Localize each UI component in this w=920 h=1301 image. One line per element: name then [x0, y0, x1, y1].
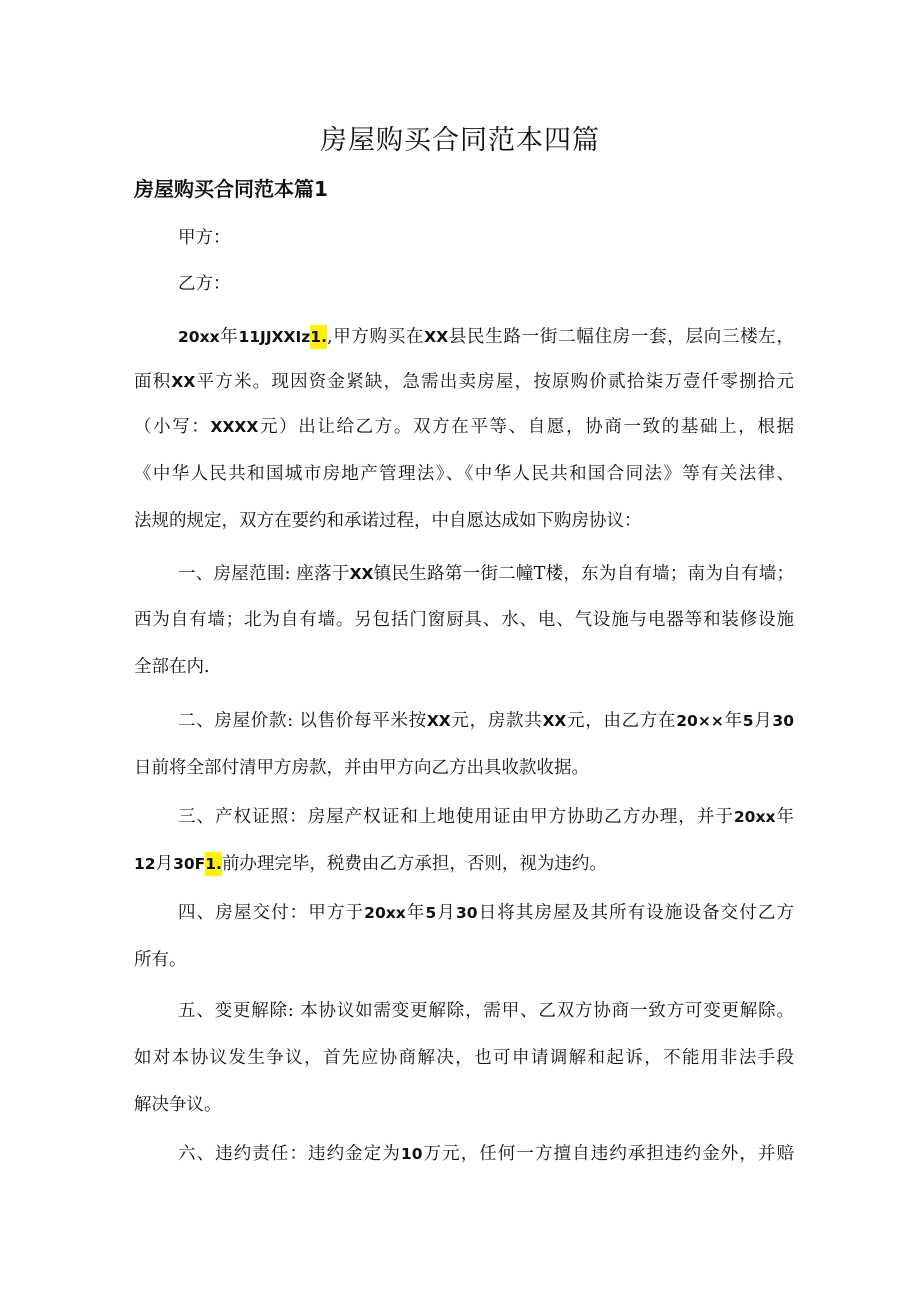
clause-1-line-1 — [178, 562, 794, 586]
text-run: : — [287, 711, 294, 731]
text-run: 5 — [742, 712, 754, 730]
text-run: XX — [349, 565, 374, 583]
text-run: 年 — [405, 903, 426, 923]
paragraph-1-line-4: 《中华人民共和国城市房地产管理法》、《中华人民共和国合同法》等有关法律、 — [134, 464, 794, 484]
highlighted-text: 1. — [205, 852, 222, 876]
text-run: 月 — [155, 854, 174, 874]
clause-5-line-1 — [178, 999, 794, 1023]
paragraph-1-line-2 — [134, 370, 794, 394]
text-run: : — [287, 1001, 294, 1021]
text-run: 年 — [775, 807, 794, 827]
text-run: 30F — [173, 855, 206, 873]
text-run: 以售价每平米按 — [293, 711, 427, 731]
text-run: 镇民生路第一街二幢T楼，东为自有墙；南为自有墙； — [373, 564, 794, 584]
party-a-line: 甲方： — [178, 228, 231, 248]
text-run: 二、房屋价款 — [178, 711, 288, 731]
text-run: XX — [424, 328, 449, 346]
highlighted-text: 1. — [310, 325, 327, 349]
text-run: 一、房屋范围 — [178, 564, 285, 584]
clause-4-line-2: 所有。 — [134, 950, 187, 970]
text-run: （小写： — [134, 417, 211, 437]
text-run: 年 — [219, 327, 239, 347]
clause-5-line-3: 解决争议。 — [134, 1095, 222, 1115]
text-run: 三、产权证照：房屋产权证和上地使用证由甲方协助乙方办理，并于 — [178, 807, 734, 827]
text-run: 20xx — [364, 904, 406, 922]
text-run: 11JJXXIz — [238, 328, 311, 346]
text-run: 年 — [723, 711, 743, 731]
text-run: XX — [171, 373, 196, 391]
text-run: 日将其房屋及其所有设施设备交付乙方 — [477, 903, 794, 923]
text-run: 五、变更解除 — [178, 1001, 288, 1021]
clause-1-line-3: 全部在内. — [134, 657, 210, 677]
text-run: XX — [542, 712, 567, 730]
text-run: 12 — [134, 855, 156, 873]
text-run: 前办理完毕，税费由乙方承担，否则，视为违约。 — [221, 854, 607, 874]
text-run: 20xx — [178, 328, 220, 346]
section-heading: 房屋购买合同范本篇1 — [134, 177, 328, 201]
paragraph-1-line-1 — [178, 325, 794, 349]
text-run: 六、违约责任：违约金定为 — [178, 1144, 401, 1164]
text-run: 30 — [456, 904, 478, 922]
text-run: 月 — [753, 711, 773, 731]
text-run: 30 — [772, 712, 794, 730]
text-run: 元，由乙方在 — [566, 711, 677, 731]
clause-1-line-2: 西为自有墙；北为自有墙。另包括门窗厨具、水、电、气设施与电器等和装修设施 — [134, 610, 794, 630]
clause-3-line-1 — [178, 805, 794, 829]
clause-2-line-1 — [178, 709, 794, 733]
text-run: 月 — [436, 903, 456, 923]
text-run: : — [284, 564, 291, 584]
clause-3-line-2 — [134, 852, 794, 876]
text-run: 平方米。现因资金紧缺，急需出卖房屋，按原购价贰拾柒万壹仟零捌拾元 — [195, 372, 794, 392]
text-run: 5 — [425, 904, 437, 922]
text-run: XXXX — [210, 418, 259, 436]
text-run: 10 — [400, 1145, 423, 1163]
document-title: 房屋购买合同范本四篇 — [320, 125, 600, 156]
clause-5-line-2: 如对本协议发生争议，首先应协商解决，也可申请调解和起诉，不能用非法手段 — [134, 1048, 794, 1068]
text-run: 四、房屋交付：甲方于 — [178, 903, 365, 923]
text-run: XX — [426, 712, 451, 730]
clause-2-line-2: 日前将全部付清甲方房款，并由甲方向乙方出具收款收据。 — [134, 758, 589, 778]
text-run: 元）出让给乙方。双方在平等、自愿，协商一致的基础上，根据 — [258, 417, 794, 437]
clause-6-line-1 — [178, 1142, 794, 1166]
text-run: 座落于 — [290, 564, 350, 584]
clause-4-line-1 — [178, 901, 794, 925]
paragraph-1-line-5: 法规的规定，双方在要约和承诺过程，中自愿达成如下购房协议： — [134, 511, 642, 531]
text-run: 县民生路一街二幅住房一套，层向三楼左， — [448, 327, 794, 347]
text-run: 20xx — [733, 808, 776, 826]
text-run: 本协议如需变更解除，需甲、乙双方协商一致方可变更解除。 — [293, 1001, 794, 1021]
text-run: 元，房款共 — [450, 711, 543, 731]
party-b-line: 乙方： — [178, 274, 231, 294]
text-run: 20×× — [676, 712, 724, 730]
text-run: 面积 — [134, 372, 172, 392]
text-run: 万元，任何一方擅自违约承担违约金外，并赔 — [422, 1144, 794, 1164]
text-run: ,甲方购买在 — [326, 327, 425, 347]
paragraph-1-line-3 — [134, 415, 794, 439]
